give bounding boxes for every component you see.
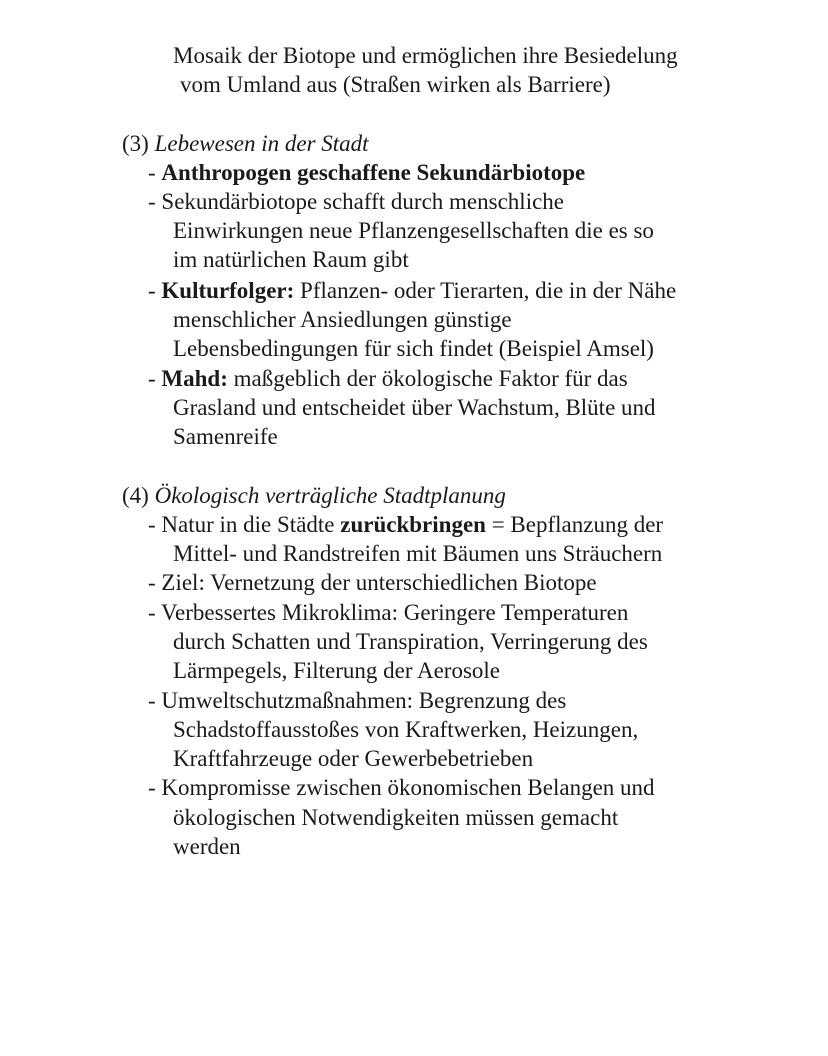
section-4-item-2-line-1: - Ziel: Vernetzung der unterschiedlichen Biotope: [148, 570, 597, 595]
section-4-item-1-rest: = Bepflanzung der: [485, 512, 664, 537]
section-4-item-1-line-2: Mittel- und Randstreifen mit Bäumen uns Sträuchern: [173, 541, 663, 566]
bullet-dash: -: [148, 160, 162, 185]
section-3-item-4-line-2: Grasland und entscheidet über Wachstum, Blüte und: [173, 395, 656, 420]
section-4-item-1-pre: - Natur in die Städte: [148, 512, 341, 537]
section-3-number: (3): [122, 131, 149, 156]
section-3-item-2-line-2: Einwirkungen neue Pflanzengesellschaften die es so: [173, 218, 654, 243]
term-zurueckbringen: zurückbringen: [340, 512, 486, 537]
section-4-item-3-line-2: durch Schatten und Transpiration, Verringerung des: [173, 629, 648, 654]
section-4-item-4-line-3: Kraftfahrzeuge oder Gewerbebetrieben: [173, 746, 534, 771]
section-3-item-3-rest: Pflanzen- oder Tierarten, die in der Nähe: [294, 278, 677, 303]
section-3-title: Lebewesen in der Stadt: [154, 131, 369, 156]
section-3-item-1-bold: Anthropogen geschaffene Sekundärbiotope: [161, 160, 586, 185]
section-4-item-4-line-1: - Umweltschutzmaßnahmen: Begrenzung des: [148, 688, 567, 713]
section-4-item-4-line-2: Schadstoffausstoßes von Kraftwerken, Heizungen,: [173, 717, 639, 742]
section-3-item-3-line-2: menschlicher Ansiedlungen günstige: [173, 307, 512, 332]
section-3-item-4-rest: maßgeblich der ökologische Faktor für das: [227, 366, 628, 391]
section-3-item-2-line-3: im natürlichen Raum gibt: [173, 247, 409, 272]
bullet-dash: -: [148, 366, 162, 391]
section-3-item-3-line-1: [148, 276, 676, 305]
section-4-item-1-line-1: [148, 510, 663, 539]
section-4-item-5-line-2: ökologischen Notwendigkeiten müssen gemacht: [173, 805, 619, 830]
section-4-heading: [122, 481, 506, 510]
intro-line-1: Mosaik der Biotope und ermöglichen ihre Besiedelung: [173, 43, 678, 68]
section-3-item-1: [148, 158, 585, 187]
section-4-number: (4): [122, 483, 149, 508]
section-4-item-3-line-1: - Verbessertes Mikroklima: Geringere Temperaturen: [148, 600, 629, 625]
term-kulturfolger: Kulturfolger:: [161, 278, 295, 303]
section-3-item-4-line-1: [148, 364, 628, 393]
section-4-title: Ökologisch verträgliche Stadtplanung: [154, 483, 506, 508]
section-3-item-4-line-3: Samenreife: [173, 424, 278, 449]
section-3-heading: [122, 129, 369, 158]
bullet-dash: -: [148, 278, 162, 303]
section-4-item-5-line-1: - Kompromisse zwischen ökonomischen Belangen und: [148, 775, 655, 800]
section-4-item-5-line-3: werden: [173, 834, 241, 859]
intro-line-2: vom Umland aus (Straßen wirken als Barriere): [180, 72, 611, 97]
term-mahd: Mahd:: [161, 366, 228, 391]
section-4-item-3-line-3: Lärmpegels, Filterung der Aerosole: [173, 658, 501, 683]
section-3-item-2-line-1: - Sekundärbiotope schafft durch menschliche: [148, 189, 564, 214]
section-3-item-3-line-3: Lebensbedingungen für sich findet (Beispiel Amsel): [173, 336, 654, 361]
